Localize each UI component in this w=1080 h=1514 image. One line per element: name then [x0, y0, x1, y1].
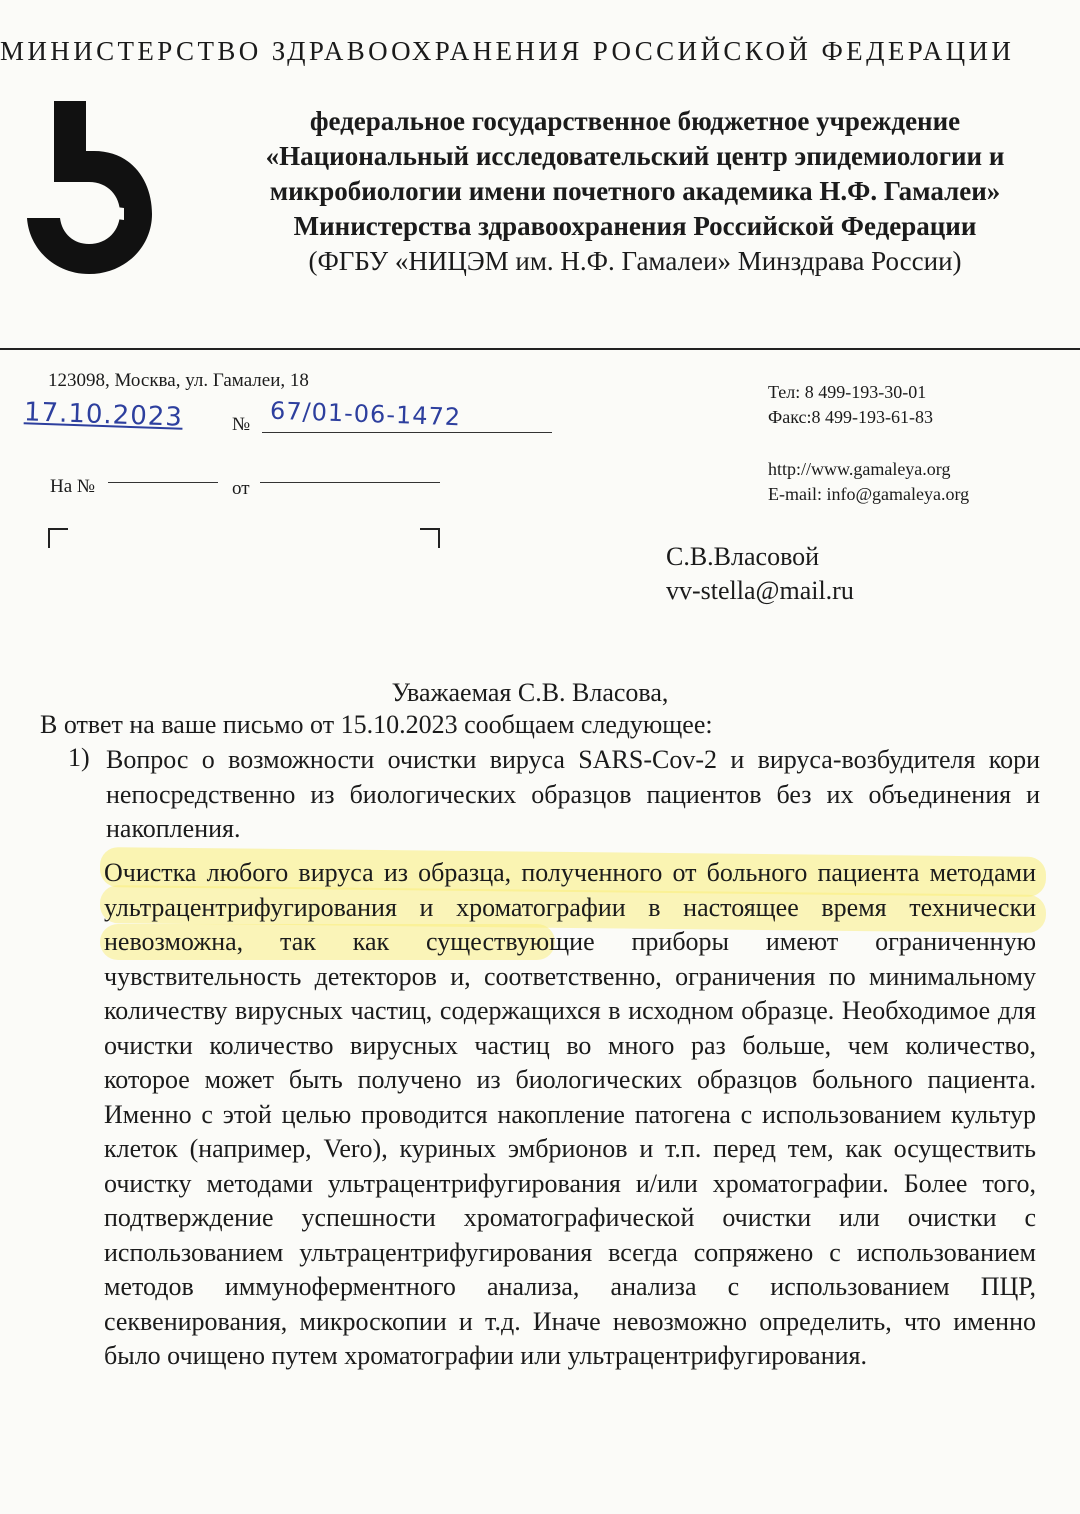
- fax: Факс:8 499-193-61-83: [768, 407, 933, 427]
- website: http://www.gamaleya.org: [768, 459, 951, 479]
- list-item-number: 1): [68, 743, 90, 772]
- greeting: Уважаемая С.В. Власова,: [391, 678, 669, 707]
- contacts-block: [768, 380, 969, 507]
- organization-header: [190, 104, 1080, 279]
- answer-paragraph: Очистка любого вируса из образца, полученного от больного пациента методами ультрацентрифугирования и хроматографии в настоящее время технически невозможна, так как существующие приборы имеют ограниченную чувствительность детекторов и, соответственно, ограничения по минимальному количеству вирусных частиц, содержащихся в исходном образце. Необходимое для очистки количество вирусных частиц во много раз больше, чем количество, которое может быть получено из биологических образцов больного пациента. Именно с этой целью проводится накопление патогена с использованием культур клеток (например, Vero), куриных эмбрионов и т.п. перед тем, как осуществить очистку методами ультрацентрифугирования и/или хроматографии. Более того, подтверждение успешности хроматографической очистки или очистки с использованием ультрацентрифугирования всегда сопряжено с использованием методов иммуноферментного анализа, анализа с использованием ПЦР, секвенирования, микроскопии и т.д. Иначе невозможно определить, что именно было очищено путем хроматографии или ультрацентрифугирования.: [104, 858, 1036, 1370]
- reference-date-line: [260, 482, 440, 483]
- phone: Тел: 8 499-193-30-01: [768, 382, 927, 402]
- org-line-3: микробиологии имени почетного академика Н.Ф. Гамалеи»: [269, 176, 1001, 206]
- number-sign: №: [232, 414, 251, 435]
- reference-date-label: от: [232, 478, 250, 499]
- gamaleya-logo-icon: [24, 96, 154, 276]
- address-corner-left: [48, 528, 68, 548]
- org-line-4: Министерства здравоохранения Российской Федерации: [293, 211, 977, 241]
- recipient-email: vv-stella@mail.ru: [666, 576, 854, 605]
- address: 123098, Москва, ул. Гамалеи, 18: [48, 370, 309, 391]
- number-underline: [262, 432, 552, 433]
- reference-number-line: [108, 482, 218, 483]
- address-corner-right: [420, 528, 440, 548]
- handwritten-outgoing-number: 67/01-06-1472: [269, 396, 462, 432]
- org-line-2: «Национальный исследовательский центр эпидемиологии и: [265, 141, 1005, 171]
- header-divider: [0, 348, 1080, 350]
- email: E-mail: info@gamaleya.org: [768, 484, 970, 504]
- recipient-name: С.В.Власовой: [666, 542, 820, 571]
- org-line-5: (ФГБУ «НИЦЭМ им. Н.Ф. Гамалеи» Минздрава России): [308, 246, 962, 276]
- org-line-1: федеральное государственное бюджетное учреждение: [309, 106, 961, 136]
- handwritten-date: 17.10.2023: [23, 397, 184, 433]
- recipient-block: [666, 540, 854, 608]
- intro-line: В ответ на ваше письмо от 15.10.2023 сообщаем следующее:: [40, 710, 713, 739]
- question-paragraph: Вопрос о возможности очистки вируса SARS-Cov-2 и вируса-возбудителя кори непосредственно из биологических образцов пациентов без их объединения и накопления.: [106, 745, 1040, 843]
- ministry-title: МИНИСТЕРСТВО ЗДРАВООХРАНЕНИЯ РОССИЙСКОЙ ФЕДЕРАЦИИ: [0, 36, 1015, 66]
- reference-number-label: На №: [50, 476, 96, 497]
